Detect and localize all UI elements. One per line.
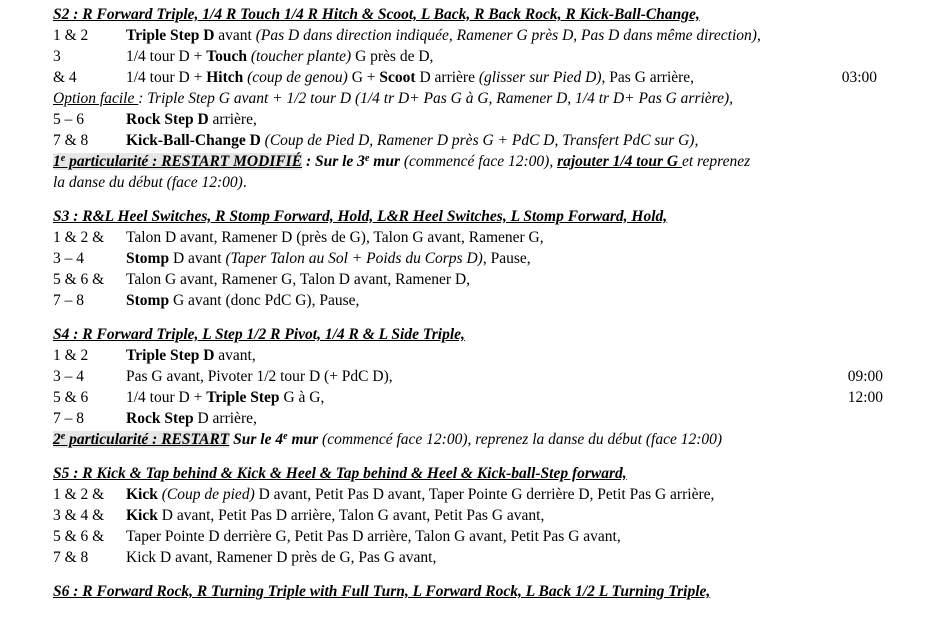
step-text: Taper Pointe D derrière G, Petit Pas D arrière, Talon G avant, Petit Pas G avant, — [126, 528, 621, 545]
step-line — [53, 547, 883, 568]
step-line — [53, 408, 883, 429]
step-text: D avant — [169, 250, 226, 267]
step-text: Kick D avant, Ramener D près de G, Pas G avant, — [126, 549, 437, 566]
step-name: Hitch — [206, 69, 244, 86]
step-line — [53, 484, 883, 505]
step-text: G près de D, — [351, 48, 434, 65]
step-name: Kick-Ball-Change D — [126, 132, 261, 149]
step-count: 1 & 2 — [53, 27, 89, 44]
step-name: Stomp — [126, 250, 170, 267]
section-heading-s6: S6 : R Forward Rock, R Turning Triple with Full Turn, L Forward Rock, L Back 1/2 L Turning Triple, — [53, 583, 711, 600]
step-count: 1 & 2 & — [53, 229, 105, 246]
section-heading-s2: S2 : R Forward Triple, 1/4 R Touch 1/4 R Hitch & Scoot, L Back, R Back Rock, R Kick-Ball-Change, — [53, 6, 700, 23]
particularity-label: 1e particularité : RESTART MODIFIÉ — [53, 153, 303, 170]
step-count: 7 – 8 — [53, 292, 84, 309]
step-count: 7 – 8 — [53, 410, 84, 427]
step-detail: (Coup de pied) — [157, 486, 255, 503]
step-text: Pas G avant, Pivoter 1/2 tour D (+ PdC D), — [126, 368, 393, 385]
step-count: 5 & 6 & — [53, 528, 105, 545]
step-text: D avant, Petit Pas D arrière, Talon G avant, Petit Pas G avant, — [157, 507, 545, 524]
step-detail: (Coup de Pied D, Ramener D près G + PdC D, Transfert PdC sur G), — [260, 132, 699, 149]
step-name: Triple Step — [206, 389, 280, 406]
particularity-note: 1e particularité : RESTART MODIFIÉ : Sur le 3e mur (commencé face 12:00), rajouter 1/4 tour G et reprenez — [53, 153, 751, 170]
step-detail: (Pas D dans direction indiquée, Ramener G près D, Pas D dans même direction), — [255, 27, 761, 44]
step-name: Triple Step D — [126, 347, 215, 364]
step-text: 1/4 tour D + — [126, 389, 207, 406]
particularity-note-cont: la danse du début (face 12:00). — [53, 174, 247, 191]
section-heading-s3: S3 : R&L Heel Switches, R Stomp Forward, Hold, L&R Heel Switches, L Stomp Forward, Hold, — [53, 208, 668, 225]
step-name: Triple Step D — [126, 27, 215, 44]
step-text: 1/4 tour D + — [126, 48, 207, 65]
option-label: Option facile — [53, 90, 139, 107]
step-count: 1 & 2 — [53, 347, 89, 364]
step-name: Rock Step D — [126, 111, 209, 128]
step-line — [53, 46, 883, 67]
step-line — [53, 227, 883, 248]
step-count: & 4 — [53, 69, 77, 86]
step-line — [53, 130, 883, 151]
step-name: Kick — [126, 486, 158, 503]
step-count: 3 — [53, 48, 61, 65]
step-line — [53, 387, 883, 408]
step-name: Kick — [126, 507, 158, 524]
step-text: , Pas G arrière, — [601, 69, 695, 86]
step-text: Talon D avant, Ramener D (près de G), Talon G avant, Ramener G, — [126, 229, 544, 246]
dance-sheet-page — [53, 4, 883, 602]
step-text: avant — [214, 27, 256, 44]
step-detail: (Taper Talon au Sol + Poids du Corps D) — [225, 250, 483, 267]
step-line — [53, 25, 883, 46]
step-name: Rock Step — [126, 410, 194, 427]
particularity-label: 2e particularité : RESTART — [53, 431, 230, 448]
step-line — [53, 366, 883, 387]
step-count: 5 & 6 & — [53, 271, 105, 288]
step-text: G à G, — [279, 389, 325, 406]
step-line — [53, 109, 883, 130]
option-text: : Triple Step G avant + 1/2 tour D (1/4 tr D+ Pas G à G, Ramener D, 1/4 tr D+ Pas G arrière), — [138, 90, 734, 107]
step-line — [53, 67, 883, 88]
section-heading-s4: S4 : R Forward Triple, L Step 1/2 R Pivot, 1/4 R & L Side Triple, — [53, 326, 465, 343]
wall-time: 12:00 — [847, 389, 883, 406]
section-heading-s5: S5 : R Kick & Tap behind & Kick & Heel & Tap behind & Heel & Kick-ball-Step forward, — [53, 465, 627, 482]
wall-time: 03:00 — [841, 69, 877, 86]
note-text: (commencé face 12:00), — [399, 153, 558, 170]
step-text: avant, — [214, 347, 256, 364]
step-line — [53, 290, 883, 311]
note-emphasis: rajouter 1/4 tour G — [557, 153, 682, 170]
step-text: G avant (donc PdC G), Pause, — [169, 292, 360, 309]
step-count: 7 & 8 — [53, 549, 89, 566]
wall-time: 09:00 — [847, 368, 883, 385]
step-text: G + — [347, 69, 380, 86]
step-text: D arrière, — [193, 410, 257, 427]
note-text: (commencé face 12:00), reprenez la danse du début (face 12:00) — [318, 431, 723, 448]
step-count: 5 – 6 — [53, 111, 84, 128]
step-name: Stomp — [126, 292, 170, 309]
step-line — [53, 505, 883, 526]
step-detail: (coup de genou) — [243, 69, 348, 86]
step-count: 3 – 4 — [53, 368, 84, 385]
step-name: Touch — [206, 48, 248, 65]
step-detail: (glisser sur Pied D) — [478, 69, 602, 86]
step-text: 1/4 tour D + — [126, 69, 207, 86]
step-text: D avant, Petit Pas D avant, Taper Pointe G derrière D, Petit Pas G arrière, — [254, 486, 715, 503]
step-text: , Pause, — [482, 250, 531, 267]
option-line — [53, 88, 883, 109]
step-line — [53, 269, 883, 290]
note-text: et reprenez — [681, 153, 751, 170]
step-line — [53, 248, 883, 269]
step-count: 5 & 6 — [53, 389, 89, 406]
step-name: Scoot — [379, 69, 416, 86]
step-text: D arrière — [415, 69, 479, 86]
step-line — [53, 526, 883, 547]
step-count: 3 – 4 — [53, 250, 84, 267]
step-count: 7 & 8 — [53, 132, 89, 149]
note-text: la danse du début (face 12:00) — [53, 174, 243, 191]
step-count: 3 & 4 & — [53, 507, 105, 524]
step-count: 1 & 2 & — [53, 486, 105, 503]
particularity-note: 2e particularité : RESTART Sur le 4e mur (commencé face 12:00), reprenez la danse du début (face 12:00) — [53, 431, 723, 448]
step-text: arrière, — [208, 111, 257, 128]
step-text: Talon G avant, Ramener G, Talon D avant, Ramener D, — [126, 271, 471, 288]
step-detail: (toucher plante) — [247, 48, 352, 65]
step-line — [53, 345, 883, 366]
